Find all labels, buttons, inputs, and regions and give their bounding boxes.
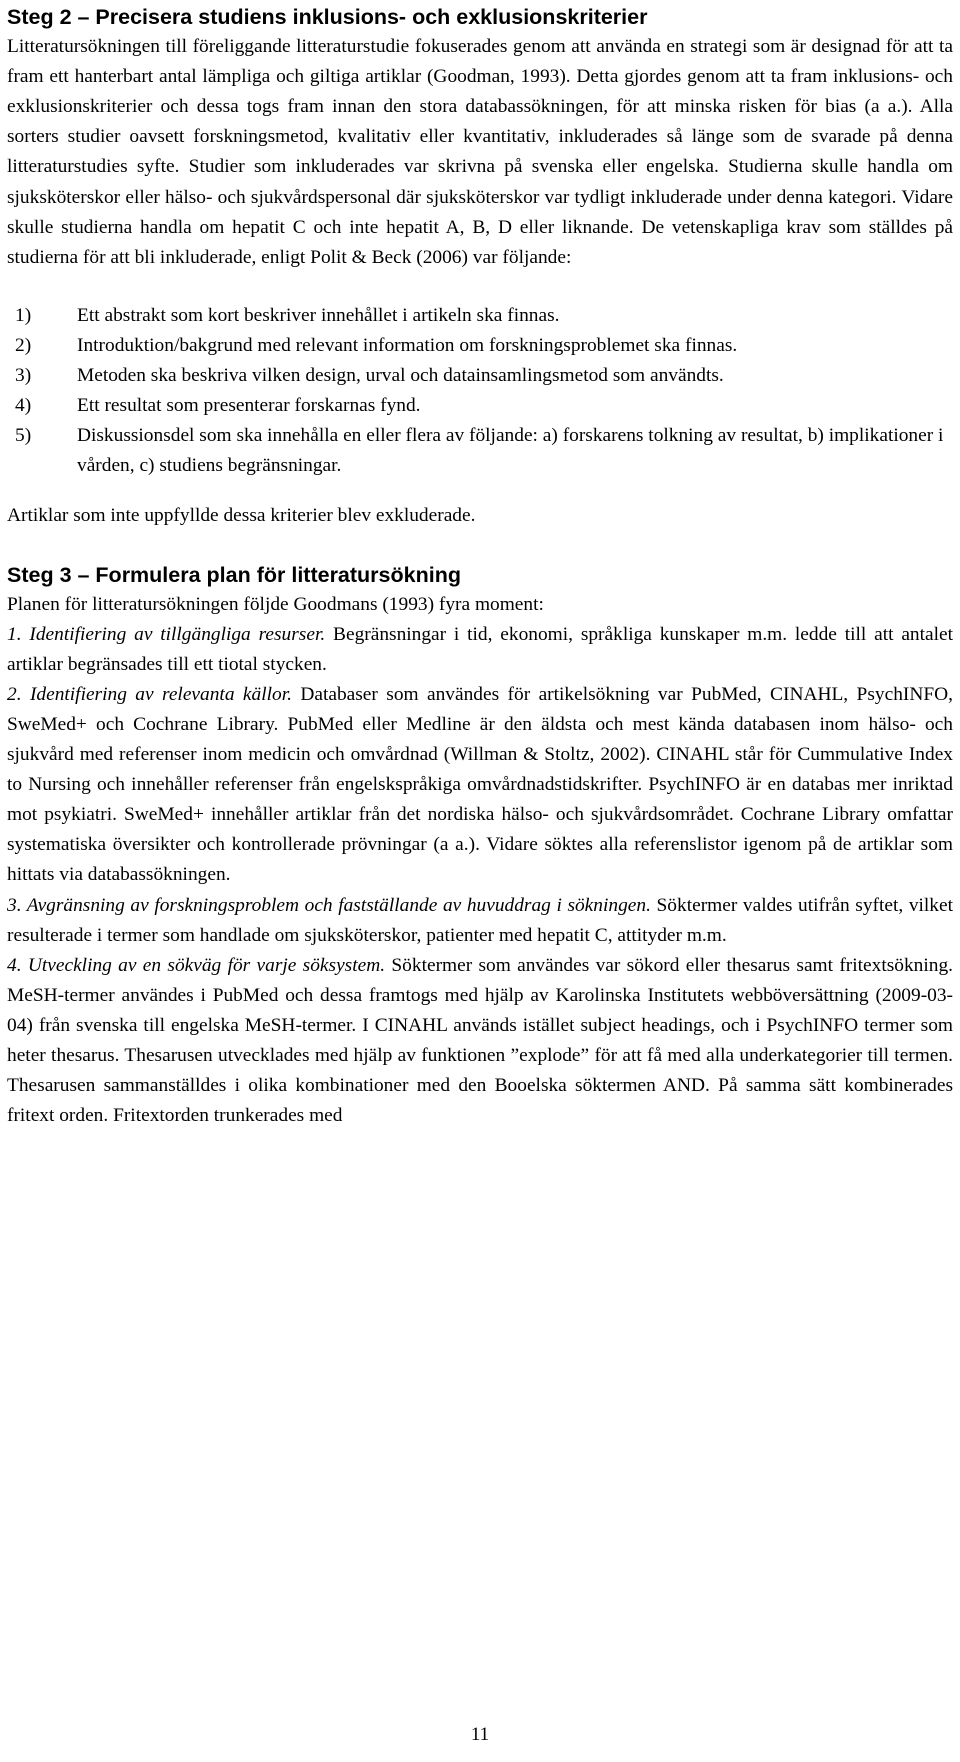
list-number: 5) xyxy=(15,425,32,447)
criteria-list xyxy=(7,301,953,482)
step2-paragraph: Litteratursökningen till föreliggande litteraturstudie fokuserades genom att använda en strategi som är designad för att ta fram ett hanterbart antal lämpliga och giltiga artiklar (Goodman, 1993). Detta gjordes genom att ta fram inklusions- och exklusionskriterier och dessa togs fram innan den stora databassökningen, för att minska risken för bias (a a.). Alla sorters studier oavsett forskningsmetod, kvalitativ eller kvantitativ, inkluderades så länge som de svarade på denna litteraturstudies syfte. Studier som inkluderades var skrivna på svenska eller engelska. Studierna skulle handla om sjuksköterskor eller hälso- och sjukvårdspersonal där sjuksköterskor var tydligt inkluderade under denna kategori. Vidare skulle studierna handla om hepatit C och inte hepatit A, B, D eller liknande. De vetenskapliga krav som ställdes på studierna för att bli inkluderade, enligt Polit & Beck (2006) var följande: xyxy=(7,36,953,268)
list-text: Ett resultat som presenterar forskarnas fynd. xyxy=(77,395,421,417)
moment-text: Söktermer som användes var sökord eller thesarus samt fritextsökning. MeSH-termer användes i PubMed och dessa framtogs med hjälp av Karolinska Institutets webböversättning (2009-03-04) från svenska till engelska MeSH-termer. I CINAHL används istället subject headings, och i PsychINFO termer som heter thesarus. Thesarusen utvecklades med hjälp av funktionen ”explode” för att få med alla underkategorier till termen. Thesarusen sammanställdes i olika kombinationer med den Booelska söktermen AND. På samma sätt kombinerades fritext orden. Fritextorden trunkerades med xyxy=(7,954,953,1127)
step3-heading: Steg 3 – Formulera plan för litteratursökning xyxy=(7,562,461,587)
page-number: 11 xyxy=(470,1724,490,1745)
moment-title: 4. Utveckling av en sökväg för varje söksystem. xyxy=(7,954,386,976)
list-item xyxy=(7,331,953,361)
moment-2 xyxy=(7,680,953,891)
step3-intro: Planen för litteratursökningen följde Goodmans (1993) fyra moment: xyxy=(7,593,544,615)
list-text: Metoden ska beskriva vilken design, urval och datainsamlingsmetod som användts. xyxy=(77,365,724,387)
list-number: 4) xyxy=(15,395,32,417)
list-item xyxy=(7,391,953,421)
moment-text: Begränsningar i tid, ekonomi, språkliga kunskaper m.m. ledde till att antalet artiklar begränsades till ett tiotal stycken. xyxy=(7,623,953,675)
list-item xyxy=(7,421,953,481)
list-item xyxy=(7,301,953,331)
moment-text: Databaser som användes för artikelsökning var PubMed, CINAHL, PsychINFO, SweMed+ och Cochrane Library. PubMed eller Medline är den äldsta och mest kända databasen inom hälso- och sjukvård med referenser inom medicin och omvårdnad (Willman & Stoltz, 2002). CINAHL står för Cummulative Index to Nursing och innehåller referenser från engelskspråkiga omvårdnadstidskrifter. PsychINFO är en databas mer inriktad mot psykiatri. SweMed+ innehåller artiklar från det nordiska hälso- och sjukvårdsområdet. Cochrane Library omfattar systematiska översikter och kontrollerade prövningar (a a.). Vidare söktes alla referenslistor igenom på de artiklar som hittats via databassökningen. xyxy=(7,683,953,886)
moment-3 xyxy=(7,891,953,951)
step2-heading: Steg 2 – Precisera studiens inklusions- och exklusionskriterier xyxy=(7,5,648,29)
list-text: Introduktion/bakgrund med relevant information om forskningsproblemet ska finnas. xyxy=(77,334,738,356)
moment-title: 1. Identifiering av tillgängliga resurser. xyxy=(7,623,326,645)
moment-text: Söktermer valdes utifrån syftet, vilket resulterade i termer som handlade om sjuksköterskor, patienter med hepatit C, attityder m.m. xyxy=(7,894,953,946)
list-text: Diskussionsdel som ska innehålla en eller flera av följande: a) forskarens tolkning av resultat, b) implikationer i vården, c) studiens begränsningar. xyxy=(77,425,944,477)
moment-title: 3. Avgränsning av forskningsproblem och fastställande av huvuddrag i sökningen. xyxy=(7,894,651,916)
spacer xyxy=(7,481,953,501)
moment-1 xyxy=(7,620,953,680)
moment-4 xyxy=(7,951,953,1132)
list-number: 2) xyxy=(15,334,32,356)
moment-title: 2. Identifiering av relevanta källor. xyxy=(7,683,292,705)
list-item xyxy=(7,361,953,391)
spacer xyxy=(7,532,953,560)
list-number: 3) xyxy=(15,365,32,387)
list-text: Ett abstrakt som kort beskriver innehållet i artikeln ska finnas. xyxy=(77,304,560,326)
page-content xyxy=(7,2,953,1131)
exclusion-sentence: Artiklar som inte uppfyllde dessa kriterier blev exkluderade. xyxy=(7,505,476,527)
list-number: 1) xyxy=(15,304,32,326)
